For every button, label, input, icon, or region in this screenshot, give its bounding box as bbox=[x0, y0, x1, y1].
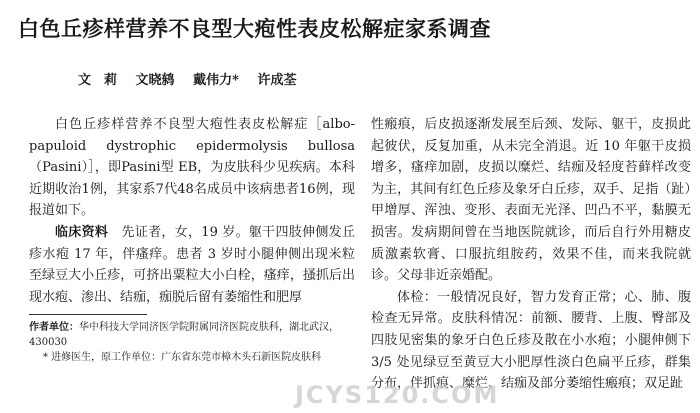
author-name: 文晓鸫 bbox=[135, 73, 175, 88]
author-name: 文 莉 bbox=[78, 73, 118, 88]
author-line bbox=[78, 72, 310, 90]
clinical-paragraph bbox=[29, 222, 355, 308]
affiliation-label: 作者单位： bbox=[29, 322, 79, 333]
author-name: 戴伟力* bbox=[193, 73, 239, 88]
author-note: * 进修医生，原工作单位：广东省东莞市樟木头石新医院皮肤科 bbox=[43, 352, 322, 363]
examination-paragraph: 体检：一般情况良好，智力发育正常；心、肺、腹检查无异常。皮肤科情况：前额、腰背、上腹、臀部及四肢见密集的象牙白色丘疹及散在小水疱；小腿伸侧下 3/5 处见绿豆至黄豆大小肥厚性淡白色扁平丘疹，群集分布，伴抓痕、糜烂、结痂及部分萎缩性瘢痕；双足趾 bbox=[371, 289, 691, 392]
affiliation-note bbox=[29, 320, 355, 350]
watermark: JCYS120.COM bbox=[295, 381, 500, 409]
case-history-paragraph: 性瘢痕，后皮损逐渐发展至后颈、发际、躯干，皮损此起彼伏，反复加重，从未完全消退。近 10 年躯干皮损增多，瘙痒加剧，皮损以糜烂、结痂及轻度苔藓样改变为主，其间有红色丘疹及象牙白丘疹，双手、足指（趾）甲增厚、浑浊、变形、表面无光泽、凹凸不平，黏膜无损害。发病期间曾在当地医院就诊，而后自行外用糖皮质激素软膏、口服抗组胺药，效果不佳，而来我院就诊。父母非近亲婚配。 bbox=[371, 117, 691, 284]
author-name: 许成荃 bbox=[257, 73, 297, 88]
right-column bbox=[371, 114, 691, 395]
intro-paragraph: 白色丘疹样营养不良型大疱性表皮松解症［albo-papuloid dystrophic epidermolysis bullosa（Pasini）］，即Pasini型 EB，为皮肤科少见疾病。本科近期收治1例，其家系7代48名成员中该病患者16例，现报道如下。 bbox=[29, 117, 355, 219]
left-column bbox=[29, 114, 355, 308]
footnote-divider bbox=[29, 314, 147, 315]
footnotes bbox=[29, 320, 355, 365]
section-heading: 临床资料 bbox=[55, 224, 109, 240]
clinical-text: 先证者，女，19 岁。躯干四肢伸侧发丘疹水疱 17 年，伴瘙痒。患者 3 岁时小腿伸侧出现米粒至绿豆大小丘疹，可挤出粟粒大小白栓，瘙痒，搔抓后出现水疱、渗出、结痂，痂脱后留有萎缩性和肥厚 bbox=[29, 224, 355, 305]
affiliation-text: 华中科技大学同济医学院附属同济医院皮肤科，湖北武汉，430030 bbox=[29, 322, 339, 348]
article-title: 白色丘疹样营养不良型大疱性表皮松解症家系调查 bbox=[18, 16, 491, 41]
